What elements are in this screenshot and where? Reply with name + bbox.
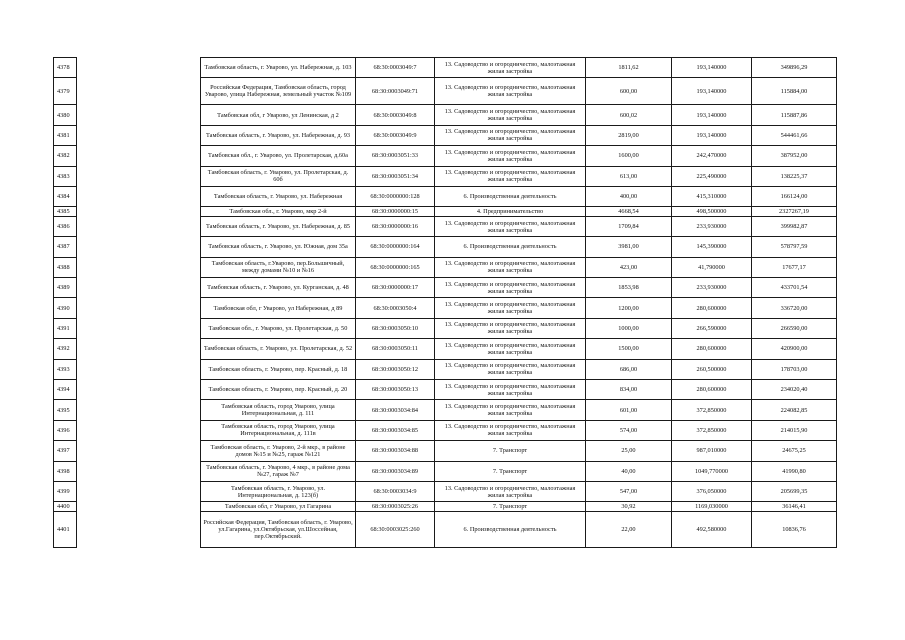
usage-type-cell: 13. Садоводство и огородничество, малоэтажная жилая застройка — [435, 166, 586, 186]
specific-value-cell: 242,470000 — [672, 146, 752, 166]
cadastral-value-table — [53, 57, 837, 548]
address-cell: Тамбовская обл., г. Уварово, ул. Пролетарская, д. 50 — [201, 318, 356, 338]
address-cell: Тамбовская обл, г Уварово, ул Набережная, д 89 — [201, 298, 356, 318]
cadastral-value-cell: 266590,00 — [752, 318, 837, 338]
area-cell: 1709,84 — [586, 216, 672, 236]
usage-type-cell: 13. Садоводство и огородничество, малоэтажная жилая застройка — [435, 339, 586, 359]
cadastral-value-cell: 178703,00 — [752, 359, 837, 379]
usage-type-cell: 13. Садоводство и огородничество, малоэтажная жилая застройка — [435, 257, 586, 277]
cadastral-number-cell: 68:30:0003049:7 — [356, 58, 435, 78]
cadastral-value-cell: 433701,54 — [752, 278, 837, 298]
usage-type-cell: 13. Садоводство и огородничество, малоэтажная жилая застройка — [435, 379, 586, 399]
usage-type-cell: 7. Транспорт — [435, 502, 586, 512]
area-cell: 1000,00 — [586, 318, 672, 338]
specific-value-cell: 1049,770000 — [672, 461, 752, 481]
area-cell: 1500,00 — [586, 339, 672, 359]
spacer-cell — [77, 78, 201, 105]
cadastral-value-cell: 214015,90 — [752, 420, 837, 440]
cadastral-number-cell: 68:30:0003049:8 — [356, 105, 435, 125]
table-row — [54, 318, 837, 338]
table-row — [54, 216, 837, 236]
usage-type-cell: 13. Садоводство и огородничество, малоэтажная жилая застройка — [435, 125, 586, 145]
spacer-cell — [77, 339, 201, 359]
cadastral-number-cell: 68:30:0003049:9 — [356, 125, 435, 145]
table-row — [54, 339, 837, 359]
cadastral-number-cell: 68:30:0000000:128 — [356, 186, 435, 206]
row-number-cell: 4399 — [54, 481, 77, 501]
row-number-cell: 4382 — [54, 146, 77, 166]
cadastral-number-cell: 68:30:0000000:164 — [356, 237, 435, 257]
cadastral-number-cell: 68:30:0003050:11 — [356, 339, 435, 359]
row-number-cell: 4389 — [54, 278, 77, 298]
area-cell: 1600,00 — [586, 146, 672, 166]
row-number-cell: 4386 — [54, 216, 77, 236]
table-row — [54, 146, 837, 166]
cadastral-number-cell: 68:30:0003051:33 — [356, 146, 435, 166]
cadastral-value-cell: 420900,00 — [752, 339, 837, 359]
address-cell: Российская Федерация, Тамбовская область, г. Уварово, ул.Гагарина, ул.Октябрьская, ул.Шоссейная, пер.Октябрьский. — [201, 511, 356, 547]
area-cell: 600,00 — [586, 78, 672, 105]
table-row — [54, 186, 837, 206]
specific-value-cell: 225,490000 — [672, 166, 752, 186]
row-number-cell: 4391 — [54, 318, 77, 338]
address-cell: Российская Федерация, Тамбовская область, город Уварово, улица Набережная, земельный участок №109 — [201, 78, 356, 105]
spacer-cell — [77, 278, 201, 298]
cadastral-value-cell: 24675,25 — [752, 441, 837, 461]
row-number-cell: 4395 — [54, 400, 77, 420]
area-cell: 547,00 — [586, 481, 672, 501]
specific-value-cell: 41,790000 — [672, 257, 752, 277]
address-cell: Тамбовская область, г. Уварово, 2-й мкр., в районе домов №15 и №25, гараж №121 — [201, 441, 356, 461]
cadastral-number-cell: 68:30:0003034:89 — [356, 461, 435, 481]
spacer-cell — [77, 186, 201, 206]
spacer-cell — [77, 257, 201, 277]
cadastral-number-cell: 68:30:0003051:34 — [356, 166, 435, 186]
cadastral-value-cell: 578797,59 — [752, 237, 837, 257]
row-number-cell: 4381 — [54, 125, 77, 145]
table-row — [54, 359, 837, 379]
table-row — [54, 481, 837, 501]
row-number-cell: 4400 — [54, 502, 77, 512]
area-cell: 30,92 — [586, 502, 672, 512]
cadastral-value-cell: 36146,41 — [752, 502, 837, 512]
row-number-cell: 4379 — [54, 78, 77, 105]
specific-value-cell: 415,310000 — [672, 186, 752, 206]
table-row — [54, 400, 837, 420]
usage-type-cell: 6. Производственная деятельность — [435, 186, 586, 206]
address-cell: Тамбовская область, г. Уварово, 4 мкр., в районе дома №27, гараж №7 — [201, 461, 356, 481]
address-cell: Тамбовская область, г. Уварово, ул. Набережная — [201, 186, 356, 206]
area-cell: 1811,62 — [586, 58, 672, 78]
spacer-cell — [77, 237, 201, 257]
spacer-cell — [77, 318, 201, 338]
cadastral-number-cell: 68:30:0003050:10 — [356, 318, 435, 338]
cadastral-value-cell: 205699,35 — [752, 481, 837, 501]
cadastral-value-cell: 224082,85 — [752, 400, 837, 420]
specific-value-cell: 260,500000 — [672, 359, 752, 379]
address-cell: Тамбовская область, г. Уварово, пер. Красный, д. 20 — [201, 379, 356, 399]
spacer-cell — [77, 461, 201, 481]
row-number-cell: 4390 — [54, 298, 77, 318]
table-row — [54, 166, 837, 186]
specific-value-cell: 233,930000 — [672, 216, 752, 236]
address-cell: Тамбовская область, г.Уварово, пер.Большичный, между домами №10 и №16 — [201, 257, 356, 277]
specific-value-cell: 280,600000 — [672, 339, 752, 359]
area-cell: 834,00 — [586, 379, 672, 399]
table-row — [54, 257, 837, 277]
specific-value-cell: 372,850000 — [672, 400, 752, 420]
area-cell: 1853,98 — [586, 278, 672, 298]
specific-value-cell: 280,600000 — [672, 298, 752, 318]
specific-value-cell: 145,390000 — [672, 237, 752, 257]
area-cell: 1200,00 — [586, 298, 672, 318]
cadastral-value-cell: 234020,40 — [752, 379, 837, 399]
cadastral-value-cell: 336720,00 — [752, 298, 837, 318]
cadastral-value-cell: 17677,17 — [752, 257, 837, 277]
specific-value-cell: 280,600000 — [672, 379, 752, 399]
address-cell: Тамбовская область, г. Уварово, пер. Красный, д. 18 — [201, 359, 356, 379]
area-cell: 686,00 — [586, 359, 672, 379]
table-row — [54, 420, 837, 440]
spacer-cell — [77, 105, 201, 125]
cadastral-value-cell: 166124,00 — [752, 186, 837, 206]
spacer-cell — [77, 420, 201, 440]
spacer-cell — [77, 146, 201, 166]
row-number-cell: 4383 — [54, 166, 77, 186]
spacer-cell — [77, 441, 201, 461]
spacer-cell — [77, 216, 201, 236]
row-number-cell: 4394 — [54, 379, 77, 399]
row-number-cell: 4401 — [54, 511, 77, 547]
cadastral-number-cell: 68:30:0003025:26 — [356, 502, 435, 512]
cadastral-number-cell: 68:30:0003050:12 — [356, 359, 435, 379]
table-row — [54, 441, 837, 461]
cadastral-number-cell: 68:30:0003025:260 — [356, 511, 435, 547]
address-cell: Тамбовская обл., г. Уварово, ул. Пролетарская, д.60а — [201, 146, 356, 166]
area-cell: 4668,54 — [586, 207, 672, 217]
row-number-cell: 4393 — [54, 359, 77, 379]
cadastral-number-cell: 68:30:0003050:13 — [356, 379, 435, 399]
specific-value-cell: 987,010000 — [672, 441, 752, 461]
table-row — [54, 125, 837, 145]
specific-value-cell: 372,850000 — [672, 420, 752, 440]
usage-type-cell: 6. Производственная деятельность — [435, 237, 586, 257]
address-cell: Тамбовская область, г. Уварово, ул. Интернациональная, д. 123(б) — [201, 481, 356, 501]
usage-type-cell: 13. Садоводство и огородничество, малоэтажная жилая застройка — [435, 481, 586, 501]
address-cell: Тамбовская область, г. Уварово, ул. Набережная, д. 85 — [201, 216, 356, 236]
address-cell: Тамбовская область, г. Уварово, ул. Набережная, д. 103 — [201, 58, 356, 78]
usage-type-cell: 13. Садоводство и огородничество, малоэтажная жилая застройка — [435, 58, 586, 78]
usage-type-cell: 13. Садоводство и огородничество, малоэтажная жилая застройка — [435, 400, 586, 420]
usage-type-cell: 7. Транспорт — [435, 461, 586, 481]
table-row — [54, 78, 837, 105]
table-row — [54, 502, 837, 512]
row-number-cell: 4396 — [54, 420, 77, 440]
cadastral-number-cell: 68:30:0000000:17 — [356, 278, 435, 298]
row-number-cell: 4378 — [54, 58, 77, 78]
cadastral-number-cell: 68:30:0003034:9 — [356, 481, 435, 501]
spacer-cell — [77, 207, 201, 217]
cadastral-number-cell: 68:30:0003034:84 — [356, 400, 435, 420]
address-cell: Тамбовская область, г. Уварово, ул. Набережная, д. 93 — [201, 125, 356, 145]
address-cell: Тамбовская обл, г Уварово, ул Гагарина — [201, 502, 356, 512]
table-row — [54, 207, 837, 217]
specific-value-cell: 193,140000 — [672, 105, 752, 125]
usage-type-cell: 13. Садоводство и огородничество, малоэтажная жилая застройка — [435, 359, 586, 379]
specific-value-cell: 193,140000 — [672, 78, 752, 105]
specific-value-cell: 266,590000 — [672, 318, 752, 338]
area-cell: 600,02 — [586, 105, 672, 125]
area-cell: 613,00 — [586, 166, 672, 186]
cadastral-value-cell: 544461,66 — [752, 125, 837, 145]
address-cell: Тамбовская область, город Уварово, улица Интернациональная, д. 111в — [201, 420, 356, 440]
table-row — [54, 237, 837, 257]
usage-type-cell: 13. Садоводство и огородничество, малоэтажная жилая застройка — [435, 105, 586, 125]
table-row — [54, 105, 837, 125]
area-cell: 574,00 — [586, 420, 672, 440]
cadastral-value-cell: 10836,76 — [752, 511, 837, 547]
specific-value-cell: 193,140000 — [672, 58, 752, 78]
spacer-cell — [77, 511, 201, 547]
spacer-cell — [77, 166, 201, 186]
address-cell: Тамбовская область, г. Уварово, ул. Южная, дом 35а — [201, 237, 356, 257]
spacer-cell — [77, 481, 201, 501]
cadastral-number-cell: 68:30:0003034:85 — [356, 420, 435, 440]
table-row — [54, 511, 837, 547]
address-cell: Тамбовская область, город Уварово, улица Интернациональная, д. 111 — [201, 400, 356, 420]
cadastral-number-cell: 68:30:0000000:15 — [356, 207, 435, 217]
cadastral-value-cell: 387952,00 — [752, 146, 837, 166]
area-cell: 601,00 — [586, 400, 672, 420]
cadastral-number-cell: 68:30:0003049:71 — [356, 78, 435, 105]
row-number-cell: 4384 — [54, 186, 77, 206]
row-number-cell: 4387 — [54, 237, 77, 257]
area-cell: 2819,00 — [586, 125, 672, 145]
usage-type-cell: 4. Предпринимательство — [435, 207, 586, 217]
spacer-cell — [77, 400, 201, 420]
address-cell: Тамбовская обл, г Уварово, ул Ленинская, д 2 — [201, 105, 356, 125]
row-number-cell: 4397 — [54, 441, 77, 461]
table-row — [54, 278, 837, 298]
usage-type-cell: 13. Садоводство и огородничество, малоэтажная жилая застройка — [435, 298, 586, 318]
row-number-cell: 4385 — [54, 207, 77, 217]
area-cell: 423,00 — [586, 257, 672, 277]
usage-type-cell: 13. Садоводство и огородничество, малоэтажная жилая застройка — [435, 318, 586, 338]
cadastral-value-cell: 41990,80 — [752, 461, 837, 481]
cadastral-value-cell: 138225,37 — [752, 166, 837, 186]
address-cell: Тамбовская область, г. Уварово, ул. Пролетарская, д. 52 — [201, 339, 356, 359]
row-number-cell: 4380 — [54, 105, 77, 125]
usage-type-cell: 6. Производственная деятельность — [435, 511, 586, 547]
specific-value-cell: 492,580000 — [672, 511, 752, 547]
usage-type-cell: 13. Садоводство и огородничество, малоэтажная жилая застройка — [435, 146, 586, 166]
row-number-cell: 4398 — [54, 461, 77, 481]
cadastral-value-cell: 399982,87 — [752, 216, 837, 236]
cadastral-number-cell: 68:30:0003034:88 — [356, 441, 435, 461]
cadastral-value-cell: 115887,86 — [752, 105, 837, 125]
row-number-cell: 4388 — [54, 257, 77, 277]
address-cell: Тамбовская область, г. Уварово, ул. Курганская, д. 48 — [201, 278, 356, 298]
spacer-cell — [77, 298, 201, 318]
address-cell: Тамбовская обл., г. Уварово, мкр 2-й — [201, 207, 356, 217]
table-row — [54, 379, 837, 399]
cadastral-number-cell: 68:30:0000000:16 — [356, 216, 435, 236]
area-cell: 25,00 — [586, 441, 672, 461]
specific-value-cell: 193,140000 — [672, 125, 752, 145]
spacer-cell — [77, 359, 201, 379]
usage-type-cell: 13. Садоводство и огородничество, малоэтажная жилая застройка — [435, 278, 586, 298]
cadastral-number-cell: 68:30:0003050:4 — [356, 298, 435, 318]
cadastral-number-cell: 68:30:0000000:165 — [356, 257, 435, 277]
address-cell: Тамбовская область, г. Уварово, ул. Пролетарская, д. 60б — [201, 166, 356, 186]
area-cell: 22,00 — [586, 511, 672, 547]
specific-value-cell: 1169,030000 — [672, 502, 752, 512]
usage-type-cell: 13. Садоводство и огородничество, малоэтажная жилая застройка — [435, 420, 586, 440]
usage-type-cell: 7. Транспорт — [435, 441, 586, 461]
usage-type-cell: 13. Садоводство и огородничество, малоэтажная жилая застройка — [435, 216, 586, 236]
cadastral-value-cell: 2327267,19 — [752, 207, 837, 217]
area-cell: 400,00 — [586, 186, 672, 206]
specific-value-cell: 376,050000 — [672, 481, 752, 501]
spacer-cell — [77, 125, 201, 145]
spacer-cell — [77, 502, 201, 512]
area-cell: 40,00 — [586, 461, 672, 481]
row-number-cell: 4392 — [54, 339, 77, 359]
cadastral-value-cell: 115884,00 — [752, 78, 837, 105]
table-row — [54, 58, 837, 78]
spacer-cell — [77, 379, 201, 399]
table-row — [54, 298, 837, 318]
usage-type-cell: 13. Садоводство и огородничество, малоэтажная жилая застройка — [435, 78, 586, 105]
spacer-cell — [77, 58, 201, 78]
table-row — [54, 461, 837, 481]
specific-value-cell: 498,500000 — [672, 207, 752, 217]
area-cell: 3981,00 — [586, 237, 672, 257]
specific-value-cell: 233,930000 — [672, 278, 752, 298]
cadastral-value-cell: 349896,29 — [752, 58, 837, 78]
